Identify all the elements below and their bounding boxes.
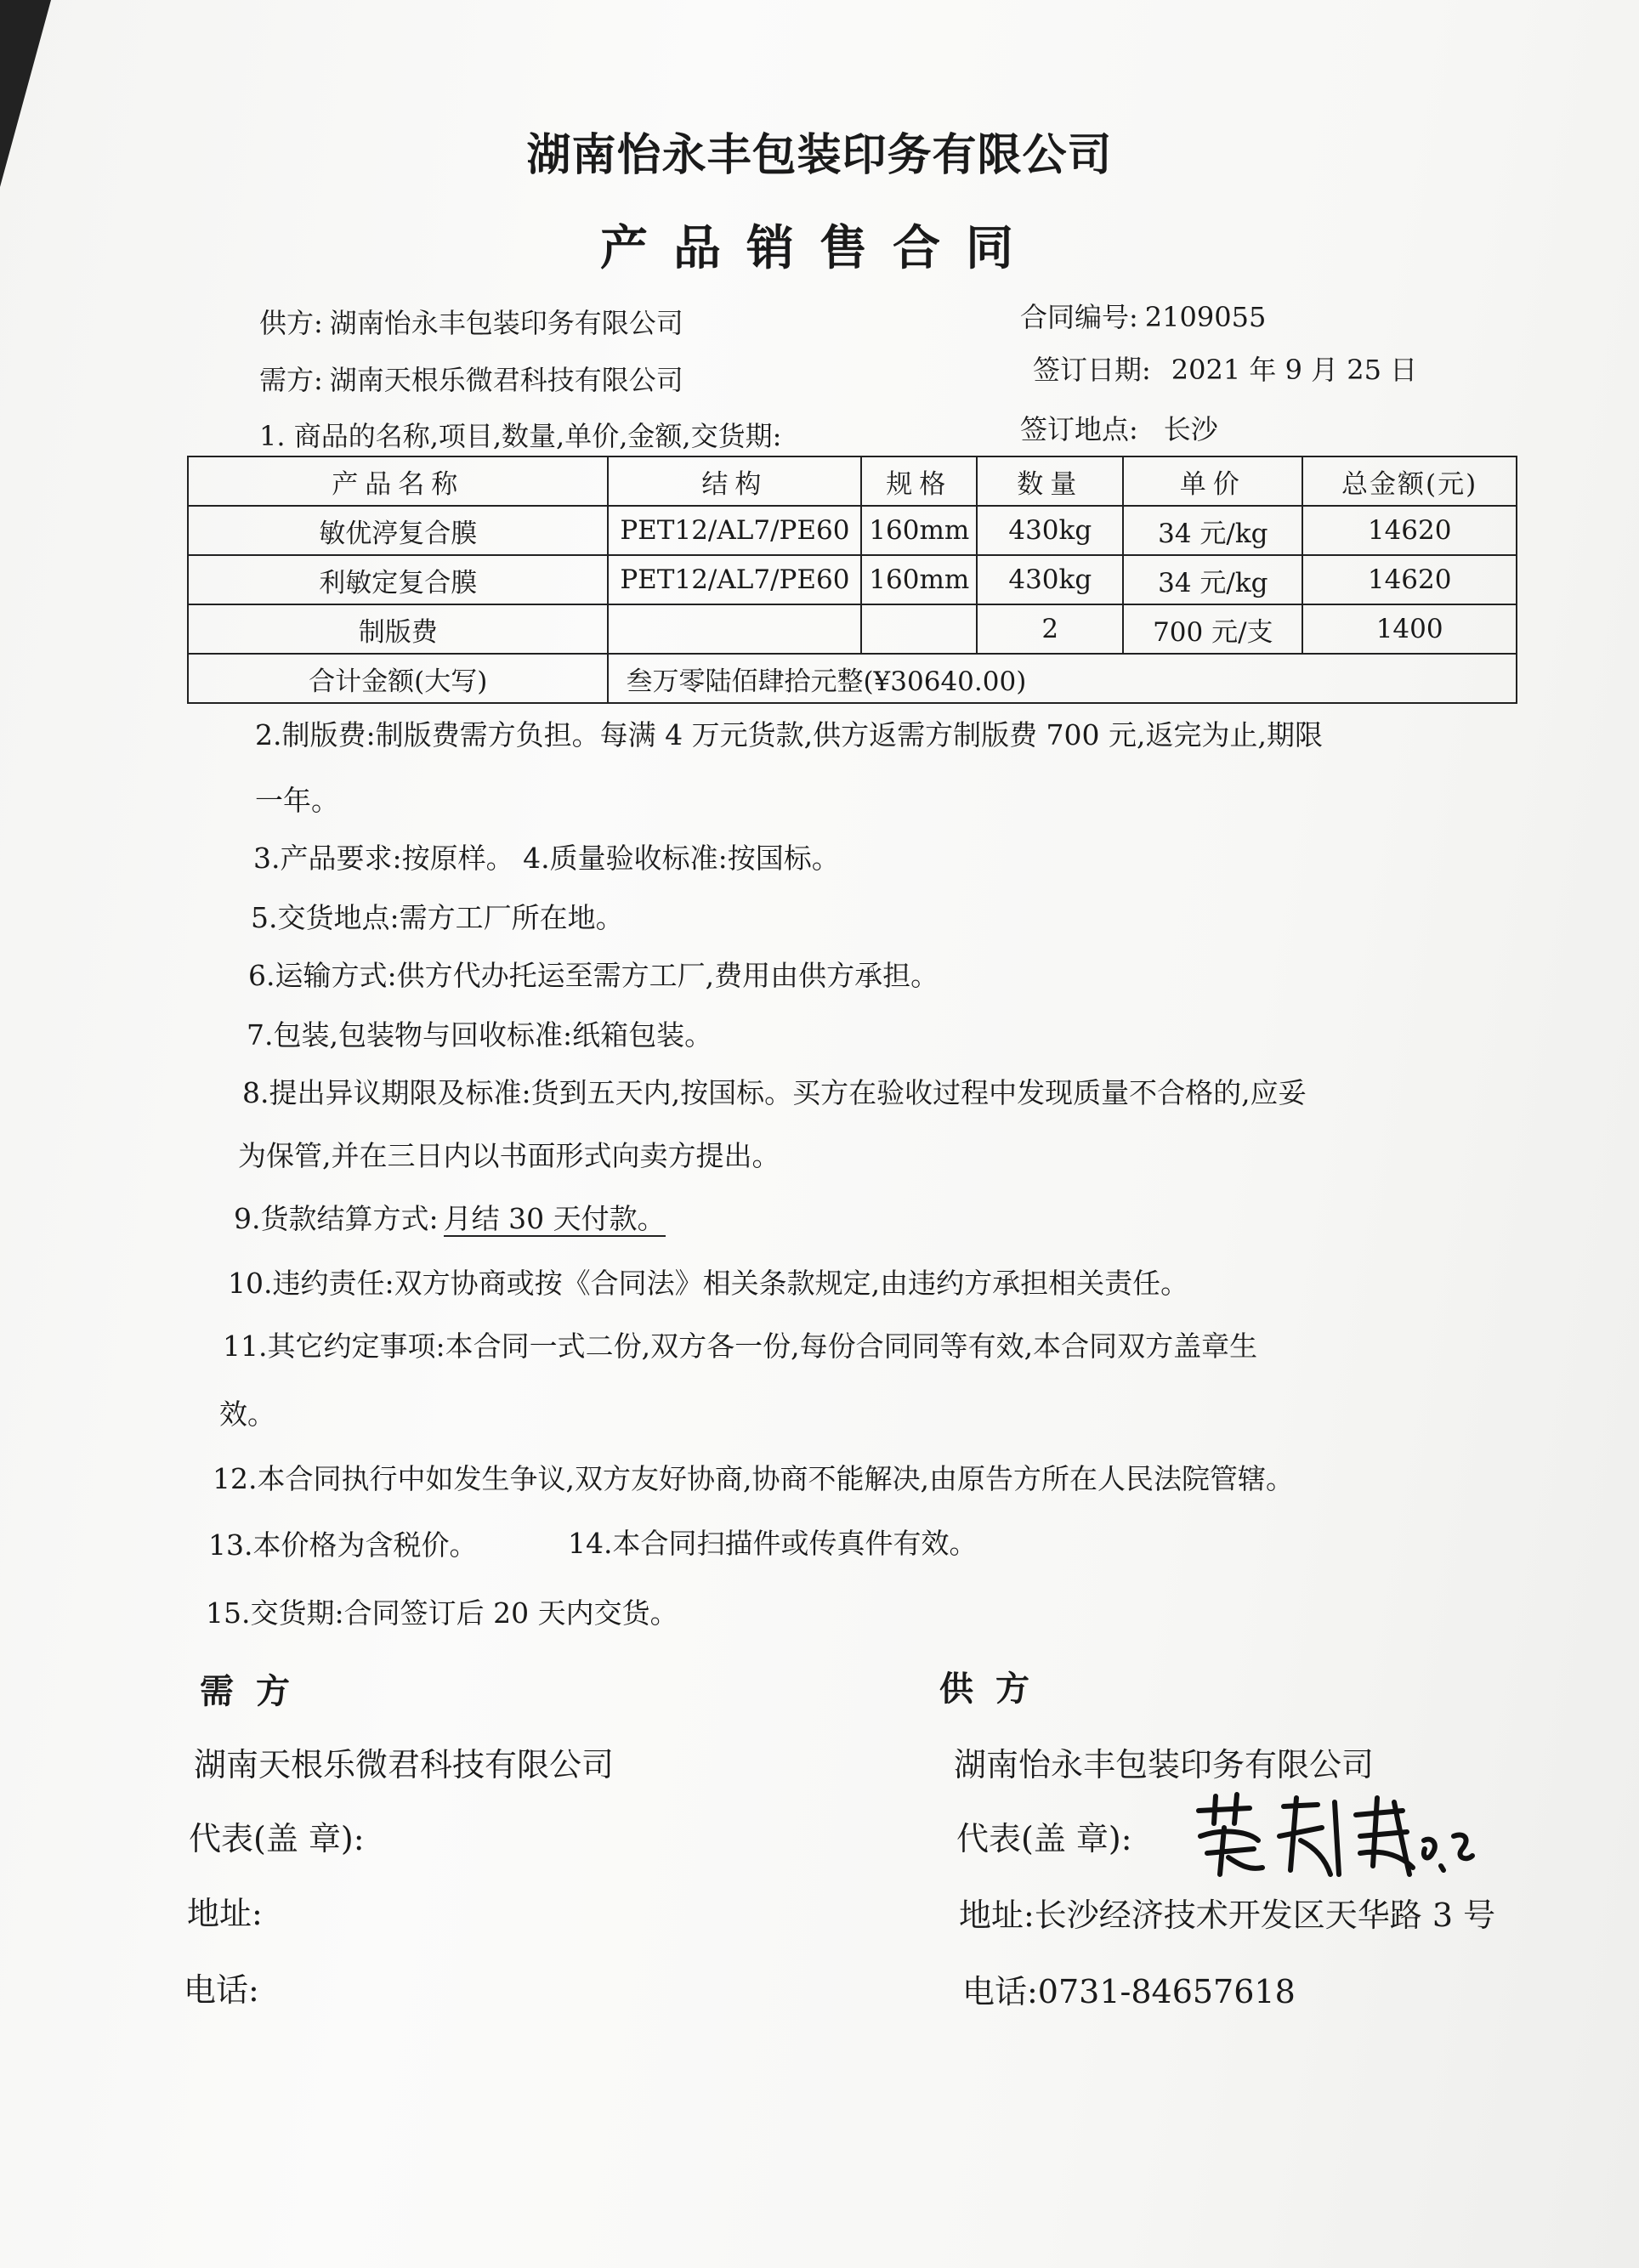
table-row <box>188 604 1517 654</box>
cell-name: 敏优渟复合膜 <box>188 506 608 555</box>
clause-8-line1: 8.提出异议期限及标准:货到五天内,按国标。买方在验收过程中发现质量不合格的,应妥 <box>242 1076 1307 1109</box>
clause-3-4: 3.产品要求:按原样。 4.质量验收标准:按国标。 <box>253 842 840 875</box>
cell-qty: 430kg <box>977 506 1123 555</box>
cell-price: 34 元/kg <box>1123 555 1302 604</box>
column-header: 单价 <box>1123 456 1302 506</box>
supplier-company: 湖南怡永丰包装印务有限公司 <box>954 1746 1375 1783</box>
sign-date-value: 2021 年 9 月 25 日 <box>1171 354 1418 386</box>
cell-total: 1400 <box>1302 604 1517 654</box>
cell-structure: PET12/AL7/PE60 <box>608 506 861 555</box>
clause-13: 13.本价格为含税价。 <box>208 1528 478 1562</box>
clause-7: 7.包装,包装物与回收标准:纸箱包装。 <box>247 1018 713 1052</box>
cell-qty: 430kg <box>977 555 1123 604</box>
column-header: 规格 <box>861 456 977 506</box>
supplier-address: 地址:长沙经济技术开发区天华路 3 号 <box>959 1897 1496 1934</box>
cell-spec: 160mm <box>861 506 977 555</box>
table-row <box>188 506 1517 555</box>
clause-9-label: 9.货款结算方式: <box>234 1202 439 1235</box>
sign-place-label: 签订地点: <box>1020 413 1138 445</box>
goods-table <box>187 456 1517 704</box>
contract-no-label: 合同编号: <box>1020 301 1138 333</box>
supplier-name: 湖南怡永丰包装印务有限公司 <box>329 307 683 339</box>
total-words: 叁万零陆佰肆拾元整(¥30640.00) <box>608 654 1517 703</box>
clause-6: 6.运输方式:供方代办托运至需方工厂,费用由供方承担。 <box>248 959 939 992</box>
buyer-label: 需方: <box>259 364 323 396</box>
contract-title: 产品销售合同 <box>600 221 1039 276</box>
sign-place-value: 长沙 <box>1163 413 1218 445</box>
clause-9-value: 月结 30 天付款。 <box>443 1202 666 1235</box>
sign-date-label: 签订日期: <box>1033 354 1151 386</box>
cell-price: 34 元/kg <box>1123 506 1302 555</box>
clause-11-line1: 11.其它约定事项:本合同一式二份,双方各一份,每份合同同等有效,本合同双方盖章生 <box>223 1330 1258 1363</box>
buyer-phone-label: 电话: <box>184 1971 259 2009</box>
column-header: 数量 <box>977 456 1123 506</box>
table-total-row <box>188 654 1517 703</box>
supplier-heading: 供方 <box>939 1670 1052 1709</box>
buyer-rep-label: 代表(盖 章): <box>189 1820 365 1857</box>
total-label: 合计金额(大写) <box>188 654 608 703</box>
clause-5: 5.交货地点:需方工厂所在地。 <box>251 901 624 934</box>
clause-2-line2: 一年。 <box>255 784 339 817</box>
clause-15: 15.交货期:合同签订后 20 天内交货。 <box>206 1596 678 1630</box>
cell-total: 14620 <box>1302 555 1517 604</box>
supplier-rep-label: 代表(盖 章): <box>956 1820 1132 1857</box>
buyer-heading: 需方 <box>200 1672 312 1711</box>
company-title: 湖南怡永丰包装印务有限公司 <box>526 130 1113 181</box>
buyer-company: 湖南天根乐微君科技有限公司 <box>194 1746 615 1783</box>
column-header: 结构 <box>608 456 861 506</box>
clause-12: 12.本合同执行中如发生争议,双方友好协商,协商不能解决,由原告方所在人民法院管辖。 <box>213 1462 1294 1495</box>
clause-10: 10.违约责任:双方协商或按《合同法》相关条款规定,由违约方承担相关责任。 <box>228 1267 1189 1300</box>
clause-9 <box>234 1200 666 1238</box>
cell-name: 制版费 <box>188 604 608 654</box>
buyer-line <box>259 359 683 398</box>
clause-14: 14.本合同扫描件或传真件有效。 <box>568 1527 978 1560</box>
cell-spec: 160mm <box>861 555 977 604</box>
buyer-address-label: 地址: <box>187 1895 263 1932</box>
contract-no-line <box>1020 296 1266 335</box>
cell-total: 14620 <box>1302 506 1517 555</box>
column-header: 总金额(元) <box>1302 456 1517 506</box>
cell-name: 利敏定复合膜 <box>188 555 608 604</box>
sign-place-line <box>1020 408 1218 447</box>
cell-spec <box>861 604 977 654</box>
clause-11-line2: 效。 <box>219 1398 275 1431</box>
supplier-phone: 电话:0731-84657618 <box>962 1973 1296 2010</box>
cell-structure: PET12/AL7/PE60 <box>608 555 861 604</box>
cell-price: 700 元/支 <box>1123 604 1302 654</box>
clause-8-line2: 为保管,并在三日内以书面形式向卖方提出。 <box>238 1139 780 1172</box>
cell-qty: 2 <box>977 604 1123 654</box>
buyer-name: 湖南天根乐微君科技有限公司 <box>329 364 683 396</box>
cell-structure <box>608 604 861 654</box>
sign-date-line <box>1033 349 1417 388</box>
supplier-label: 供方: <box>259 307 323 339</box>
item1-title: 1. 商品的名称,项目,数量,单价,金额,交货期: <box>259 420 782 452</box>
column-header: 产品名称 <box>188 456 608 506</box>
contract-no-value: 2109055 <box>1144 301 1267 333</box>
clause-2-line1: 2.制版费:制版费需方负担。每满 4 万元货款,供方返需方制版费 700 元,返完为止,期限 <box>255 718 1324 751</box>
handwritten-signature <box>1190 1789 1479 1883</box>
table-header-row <box>188 456 1517 506</box>
supplier-line <box>259 302 683 341</box>
table-row <box>188 555 1517 604</box>
